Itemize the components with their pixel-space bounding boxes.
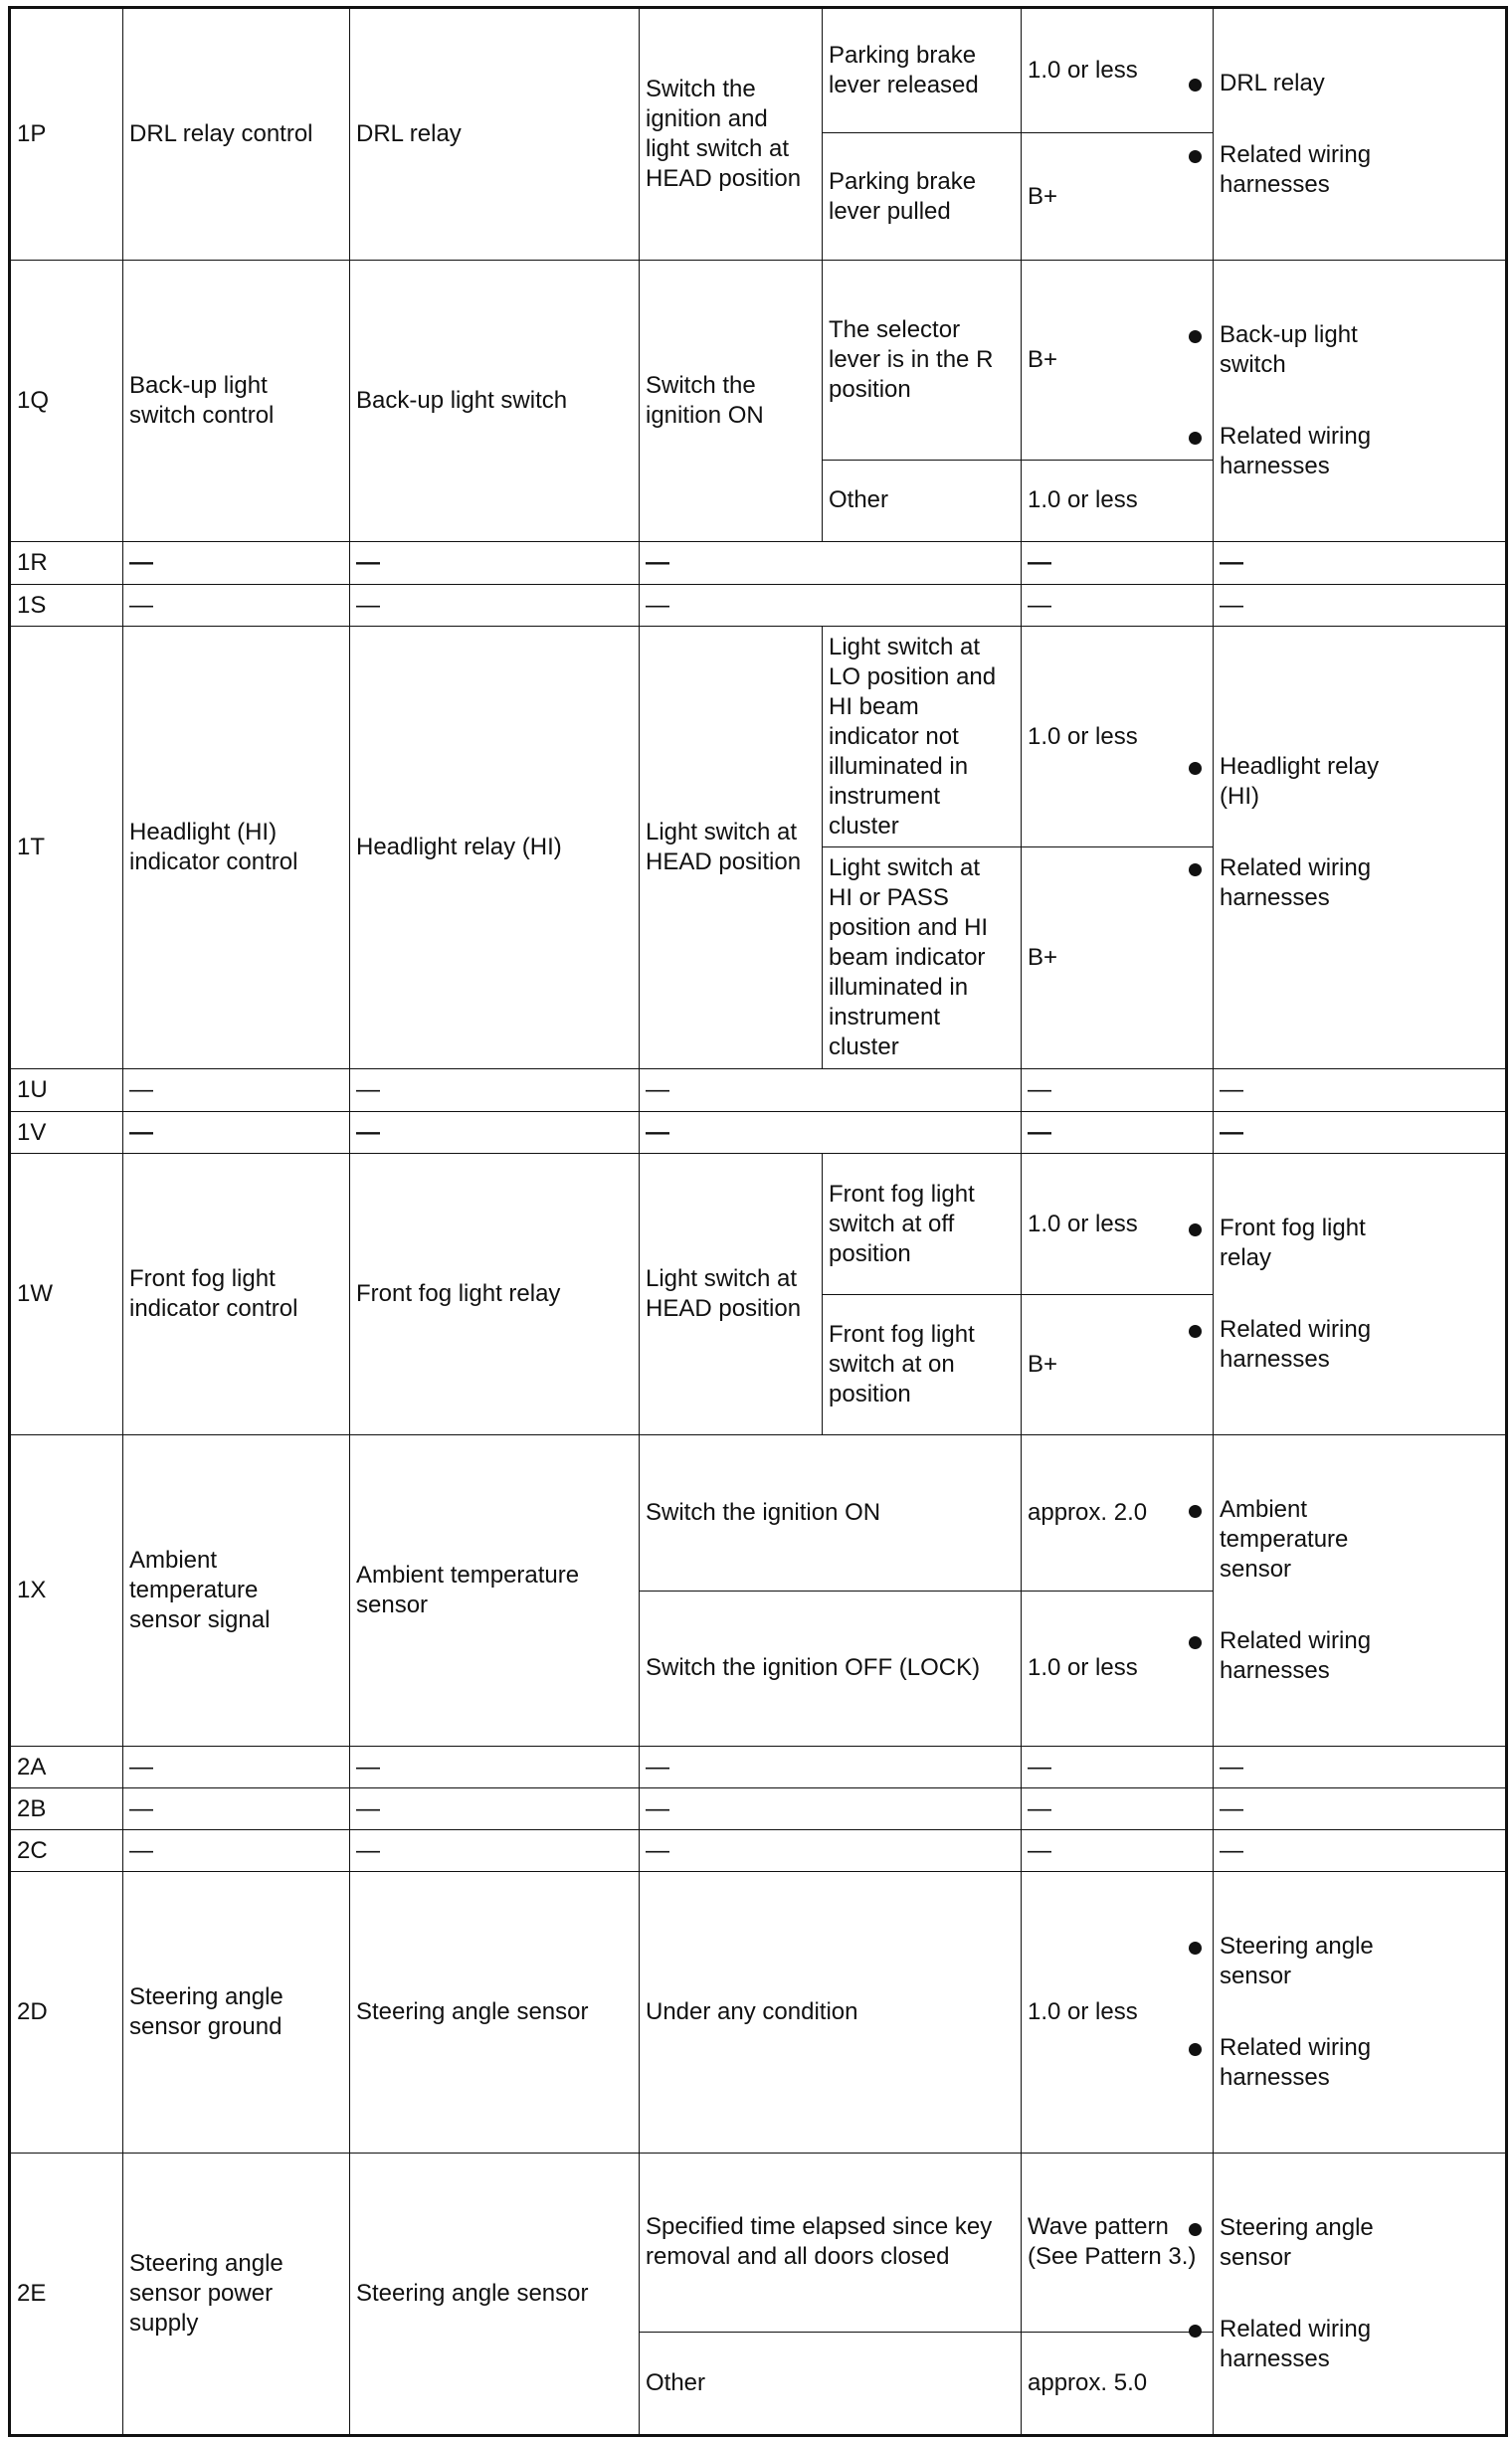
value-cell: 1.0 or less	[1022, 8, 1214, 133]
terminal-cell: 1X	[10, 1435, 123, 1747]
connected-cell: Front fog light relay	[350, 1154, 640, 1435]
check-item: Related wiring harnesses	[1220, 140, 1499, 200]
condition-cell: Other	[640, 2332, 1022, 2435]
check-cell: —	[1214, 1830, 1507, 1872]
terminal-spec-table	[8, 6, 1508, 2437]
condition-cell: —	[640, 542, 1022, 585]
condition-cell: Switch the ignition ON	[640, 261, 823, 542]
subcondition-cell: The selector lever is in the R position	[823, 261, 1022, 461]
condition-cell: Light switch at HEAD position	[640, 1154, 823, 1435]
connected-cell: —	[350, 1830, 640, 1872]
bullet-icon	[1189, 432, 1202, 445]
subcondition-cell: Front fog light switch at off position	[823, 1154, 1022, 1295]
connected-cell: Back-up light switch	[350, 261, 640, 542]
check-item: Related wiring harnesses	[1220, 422, 1499, 481]
signal-cell: Steering angle sensor ground	[123, 1872, 350, 2154]
terminal-cell: 1T	[10, 627, 123, 1069]
signal-cell: —	[123, 1788, 350, 1830]
value-cell: 1.0 or less	[1022, 460, 1214, 541]
signal-cell: Ambient temperature sensor signal	[123, 1435, 350, 1747]
subcondition-cell: Light switch at LO position and HI beam indicator not illuminated in instrument cluster	[823, 627, 1022, 847]
subcondition-cell: Parking brake lever released	[823, 8, 1022, 133]
signal-cell: —	[123, 1747, 350, 1788]
check-cell	[1214, 627, 1507, 1069]
table-row	[10, 627, 1507, 847]
signal-cell: Steering angle sensor power supply	[123, 2154, 350, 2436]
terminal-cell: 2A	[10, 1747, 123, 1788]
value-cell: —	[1022, 585, 1214, 627]
signal-cell: —	[123, 1830, 350, 1872]
bullet-icon	[1189, 1223, 1202, 1236]
table-row	[10, 542, 1507, 585]
signal-cell: —	[123, 1112, 350, 1154]
value-cell: approx. 2.0	[1022, 1435, 1214, 1592]
signal-cell: —	[123, 1069, 350, 1112]
bullet-icon	[1189, 1942, 1202, 1955]
check-item: Related wiring harnesses	[1220, 2315, 1499, 2374]
condition-cell: Under any condition	[640, 1872, 1022, 2154]
condition-cell: Specified time elapsed since key removal and all doors closed	[640, 2154, 1022, 2333]
condition-cell: —	[640, 1788, 1022, 1830]
check-cell	[1214, 2154, 1507, 2436]
condition-cell: Switch the ignition ON	[640, 1435, 1022, 1592]
table-row	[10, 1069, 1507, 1112]
connected-cell: DRL relay	[350, 8, 640, 261]
value-cell: —	[1022, 542, 1214, 585]
value-cell: 1.0 or less	[1022, 627, 1214, 847]
table-row	[10, 1830, 1507, 1872]
table-row	[10, 1788, 1507, 1830]
signal-cell: Back-up light switch control	[123, 261, 350, 542]
bullet-icon	[1189, 150, 1202, 163]
value-cell: —	[1022, 1112, 1214, 1154]
value-cell: B+	[1022, 133, 1214, 261]
check-cell: —	[1214, 1112, 1507, 1154]
table-row	[10, 8, 1507, 133]
check-item: Related wiring harnesses	[1220, 853, 1499, 913]
bullet-icon	[1189, 2043, 1202, 2056]
check-item: Steering angle sensor	[1220, 2213, 1499, 2273]
signal-cell: Front fog light indicator control	[123, 1154, 350, 1435]
value-cell: —	[1022, 1830, 1214, 1872]
condition-cell: —	[640, 585, 1022, 627]
signal-cell: Headlight (HI) indicator control	[123, 627, 350, 1069]
check-item: Ambient temperature sensor	[1220, 1495, 1499, 1585]
condition-cell: —	[640, 1830, 1022, 1872]
check-cell: —	[1214, 1747, 1507, 1788]
check-cell	[1214, 1435, 1507, 1747]
value-cell: —	[1022, 1788, 1214, 1830]
table-row	[10, 1435, 1507, 1592]
check-item: Back-up light switch	[1220, 320, 1499, 380]
table-row	[10, 1112, 1507, 1154]
signal-cell: —	[123, 542, 350, 585]
check-item: Related wiring harnesses	[1220, 1626, 1499, 1686]
terminal-cell: 1W	[10, 1154, 123, 1435]
check-item: Front fog light relay	[1220, 1214, 1499, 1273]
check-cell: —	[1214, 1788, 1507, 1830]
terminal-cell: 1R	[10, 542, 123, 585]
bullet-icon	[1189, 762, 1202, 775]
terminal-cell: 2E	[10, 2154, 123, 2436]
connected-cell: —	[350, 1112, 640, 1154]
terminal-cell: 2B	[10, 1788, 123, 1830]
value-cell: 1.0 or less	[1022, 1154, 1214, 1295]
connected-cell: —	[350, 585, 640, 627]
connected-cell: Ambient temperature sensor	[350, 1435, 640, 1747]
terminal-cell: 1S	[10, 585, 123, 627]
table-row	[10, 1154, 1507, 1295]
table-row	[10, 1747, 1507, 1788]
check-cell: —	[1214, 585, 1507, 627]
value-cell: B+	[1022, 847, 1214, 1069]
check-cell	[1214, 8, 1507, 261]
subcondition-cell: Light switch at HI or PASS position and HI beam indicator illuminated in instrument cluster	[823, 847, 1022, 1069]
value-cell: —	[1022, 1747, 1214, 1788]
condition-cell: Switch the ignition OFF (LOCK)	[640, 1591, 1022, 1747]
bullet-icon	[1189, 1505, 1202, 1518]
subcondition-cell: Other	[823, 460, 1022, 541]
bullet-icon	[1189, 79, 1202, 92]
condition-cell: —	[640, 1112, 1022, 1154]
table-row	[10, 1872, 1507, 2154]
value-cell: 1.0 or less	[1022, 1872, 1214, 2154]
check-cell	[1214, 1154, 1507, 1435]
subcondition-cell: Front fog light switch at on position	[823, 1295, 1022, 1435]
terminal-cell: 2C	[10, 1830, 123, 1872]
condition-cell: Switch the ignition and light switch at HEAD position	[640, 8, 823, 261]
bullet-icon	[1189, 863, 1202, 876]
check-item: Related wiring harnesses	[1220, 1315, 1499, 1375]
check-cell	[1214, 1872, 1507, 2154]
check-cell	[1214, 261, 1507, 542]
terminal-cell: 1U	[10, 1069, 123, 1112]
value-cell: —	[1022, 1069, 1214, 1112]
value-cell: approx. 5.0	[1022, 2332, 1214, 2435]
check-cell: —	[1214, 1069, 1507, 1112]
condition-cell: Light switch at HEAD position	[640, 627, 823, 1069]
check-cell: —	[1214, 542, 1507, 585]
terminal-cell: 1P	[10, 8, 123, 261]
connected-cell: —	[350, 542, 640, 585]
connected-cell: —	[350, 1747, 640, 1788]
condition-cell: —	[640, 1069, 1022, 1112]
bullet-icon	[1189, 1325, 1202, 1338]
signal-cell: DRL relay control	[123, 8, 350, 261]
bullet-icon	[1189, 1636, 1202, 1649]
connected-cell: —	[350, 1069, 640, 1112]
check-item: DRL relay	[1220, 69, 1499, 98]
value-cell: 1.0 or less	[1022, 1591, 1214, 1747]
bullet-icon	[1189, 330, 1202, 343]
signal-cell: —	[123, 585, 350, 627]
bullet-icon	[1189, 2325, 1202, 2338]
value-cell: Wave pattern (See Pattern 3.)	[1022, 2154, 1214, 2333]
table-row	[10, 2154, 1507, 2333]
terminal-cell: 1Q	[10, 261, 123, 542]
connected-cell: —	[350, 1788, 640, 1830]
subcondition-cell: Parking brake lever pulled	[823, 133, 1022, 261]
connected-cell: Steering angle sensor	[350, 2154, 640, 2436]
terminal-cell: 2D	[10, 1872, 123, 2154]
table-row	[10, 585, 1507, 627]
table-row	[10, 261, 1507, 461]
check-item: Headlight relay (HI)	[1220, 752, 1499, 812]
condition-cell: —	[640, 1747, 1022, 1788]
connected-cell: Steering angle sensor	[350, 1872, 640, 2154]
value-cell: B+	[1022, 1295, 1214, 1435]
check-item: Steering angle sensor	[1220, 1932, 1499, 1991]
value-cell: B+	[1022, 261, 1214, 461]
terminal-cell: 1V	[10, 1112, 123, 1154]
connected-cell: Headlight relay (HI)	[350, 627, 640, 1069]
check-item: Related wiring harnesses	[1220, 2033, 1499, 2093]
bullet-icon	[1189, 2223, 1202, 2236]
